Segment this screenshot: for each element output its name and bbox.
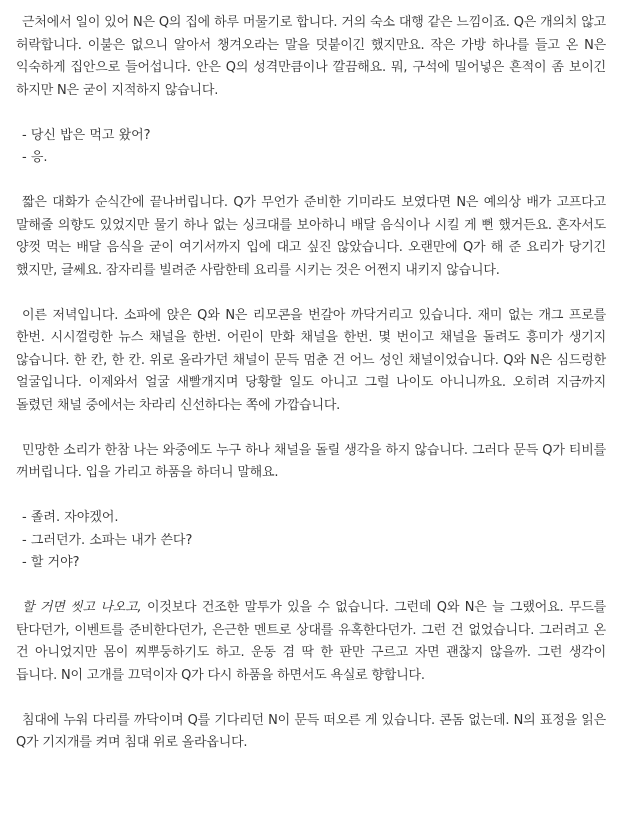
paragraph-gap (16, 687, 606, 710)
dialog-line: - 응. (22, 150, 48, 165)
paragraph-5 (16, 597, 606, 687)
dialog-line: - 졸려. 자야겠어. (22, 510, 119, 525)
italic-lead: 할 거면 씻고 나오고, (22, 600, 142, 615)
dialog-line: - 당신 밥은 먹고 왔어? (22, 127, 151, 143)
paragraph-4: 민망한 소리가 한참 나는 와중에도 누구 하나 채널을 돌릴 생각을 하지 않습니다. 그러다 문득 Q가 티비를 꺼버립니다. 입을 가리고 하품을 하더니 말해요. (16, 442, 606, 480)
paragraph-gap (16, 417, 606, 440)
paragraph-2: 짧은 대화가 순식간에 끝나버립니다. Q가 무언가 준비한 기미라도 보였다면 N은 예의상 배가 고프다고 말해줄 의향도 있었지만 물기 하나 없는 싱크대를 보아하니 배달 음식이나 시킬 게 뻔 했거든요. 혼자서도 양껏 먹는 배달 음식을 굳이 여기서까지 입에 대고 싶진 않았습니다. 오랜만에 Q가 해 준 요리가 당기긴 했지만, 글쎄요. 잠자리를 빌려준 사람한테 요리를 시키는 것은 어쩐지 내키지 않습니다. (16, 195, 606, 278)
dialog-line: - 할 거야? (22, 555, 80, 570)
paragraph-1: 근처에서 일이 있어 N은 Q의 집에 하루 머물기로 합니다. 거의 숙소 대행 같은 느낌이죠. Q은 개의치 않고 허락합니다. 이불은 없으니 알아서 챙겨오라는 말을 덧붙이긴 했지만요. 작은 가방 하나를 들고 온 N은 익숙하게 집안으로 들어섭니다. 안은 Q의 성격만큼이나 깔끔해요. 뭐, 구석에 밀어넣은 흔적이 좀 보이긴 하지만 N은 굳이 지적하지 않습니다. (16, 15, 606, 98)
paragraph-gap (16, 575, 606, 598)
paragraph-6: 침대에 누워 다리를 까닥이며 Q를 기다리던 N이 문득 떠오른 게 있습니다. 콘돔 없는데. N의 표정을 읽은 Q가 기지개를 켜며 침대 위로 올라옵니다. (16, 712, 606, 750)
paragraph-text: 이것보다 건조한 말투가 있을 수 없습니다. 그런데 Q와 N은 늘 그랬어요. 무드를 탄다던가, 이벤트를 준비한다던가, 은근한 멘트로 상대를 유혹한다던가. 그런 건 없었습니다. 그러려고 온 건 아니었지만 몸이 찌뿌둥하기도 하고. 운동 겸 딱 한 판만 구르고 자면 괜찮지 않을까. 그런 생각이 듭니다. N이 고개를 끄덕이자 Q가 다시 하품을 하면서도 욕실로 향합니다. (16, 600, 606, 683)
dialog-line: - 그러던가. 소파는 내가 쓴다? (22, 532, 193, 548)
paragraph-3: 이른 저녁입니다. 소파에 앉은 Q와 N은 리모콘을 번갈아 까닥거리고 있습니다. 재미 없는 개그 프로를 한번. 시시껄렁한 뉴스 채널을 한번. 어린이 만화 채널을 한번. 몇 번이고 채널을 돌려도 흥미가 생기지 않습니다. 한 칸, 한 칸. 위로 올라가던 채널이 문득 멈춘 건 어느 성인 채널이었습니다. Q와 N은 심드렁한 얼굴입니다. 이제와서 얼굴 새빨개지며 당황할 일도 아니고 그럴 나이도 아니니까요. 오히려 지금까지 돌렸던 채널 중에서는 차라리 신선하다는 쪽에 가깝습니다. (16, 307, 606, 413)
document-body (16, 12, 606, 755)
dialog-block-2 (16, 507, 606, 575)
paragraph-gap (16, 282, 606, 305)
paragraph-gap (16, 102, 606, 125)
paragraph-gap (16, 485, 606, 508)
dialog-block-1 (16, 125, 606, 170)
paragraph-gap (16, 170, 606, 193)
